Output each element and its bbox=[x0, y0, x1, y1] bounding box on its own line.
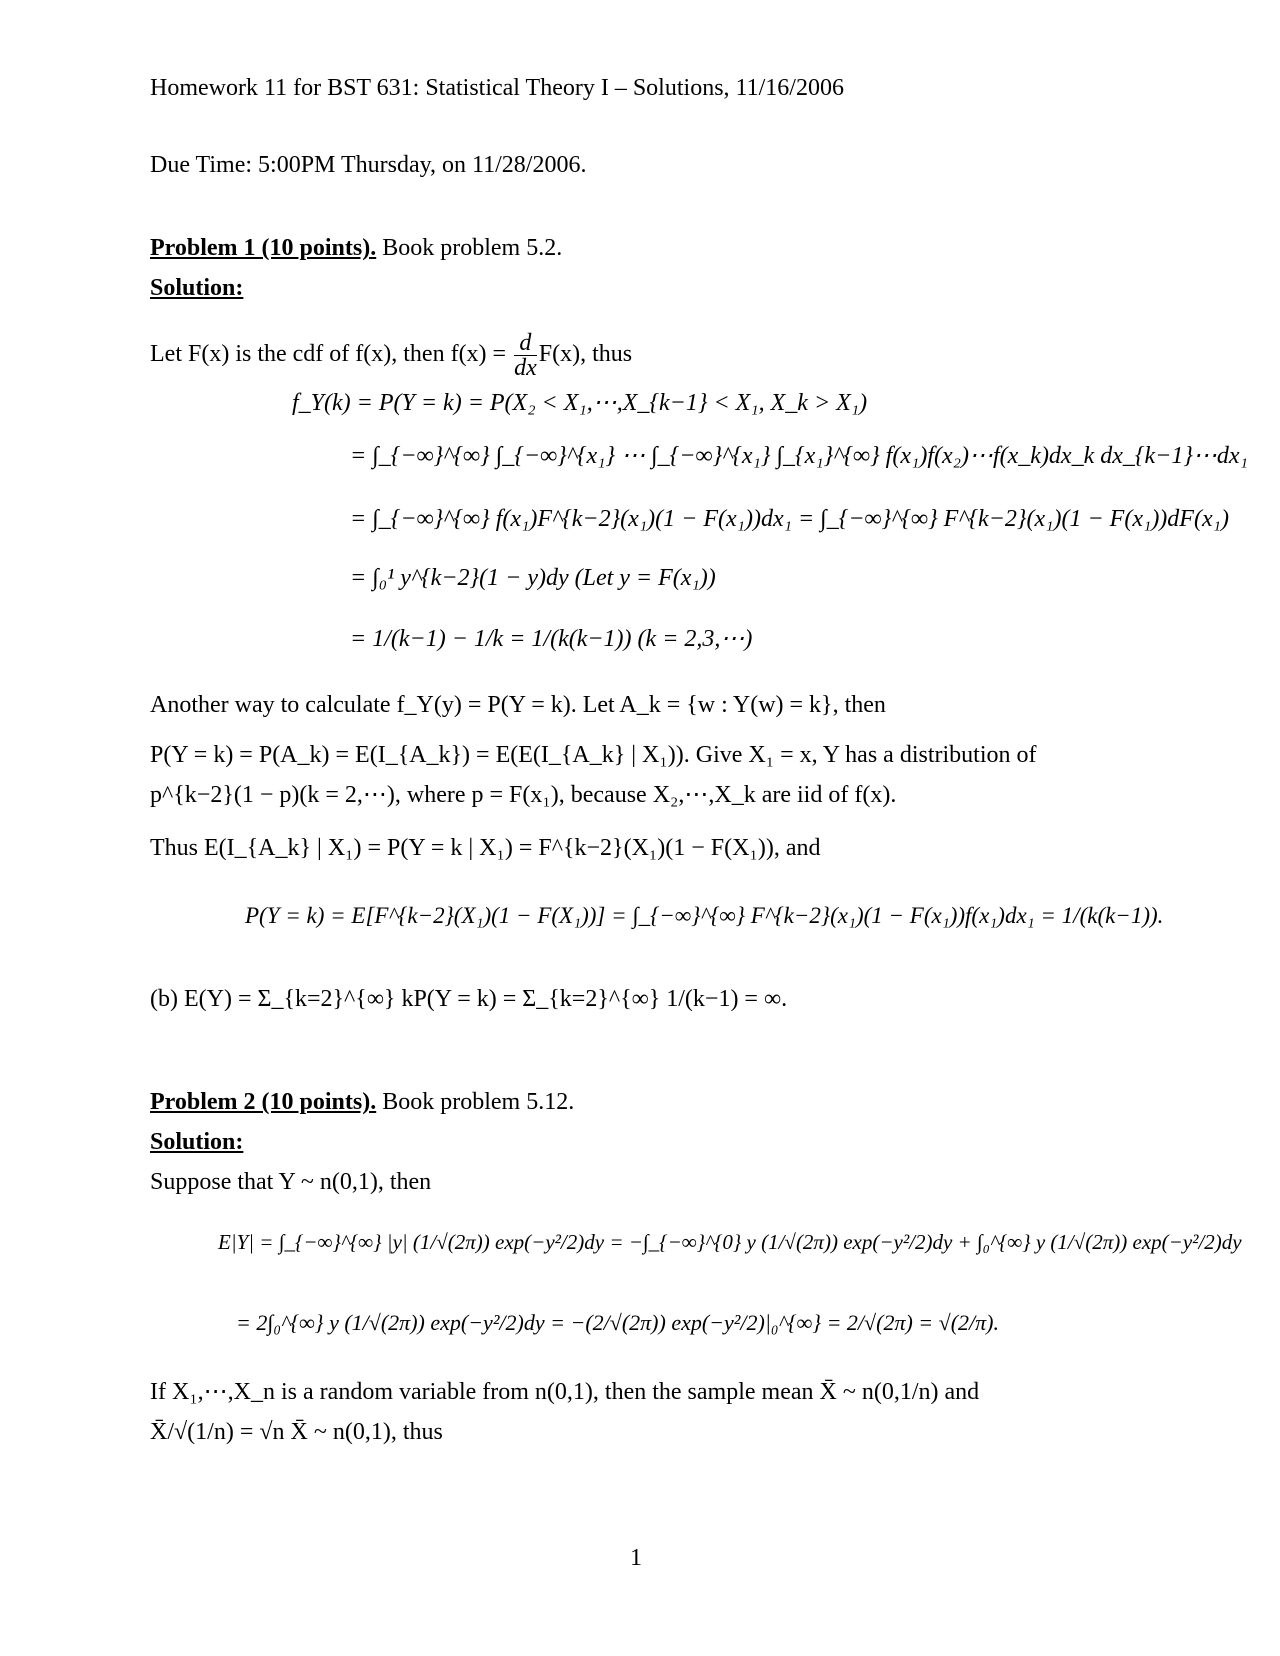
derivative-numerator: d bbox=[514, 331, 537, 356]
problem2-intro: Suppose that Y ~ n(0,1), then bbox=[150, 1169, 432, 1195]
problem1-intro-text: Let F(x) is the cdf of f(x), then f(x) = bbox=[150, 341, 513, 368]
distribution-line: p^{k−2}(1 − p)(k = 2,⋯), where p = F(x₁), because X₂,⋯,X_k are iid of f(x). bbox=[150, 782, 897, 808]
problem1-header bbox=[150, 236, 562, 260]
problem1-heading: Problem 1 (10 points). bbox=[150, 235, 377, 261]
main-result-equation: P(Y = k) = E[F^{k−2}(X₁)(1 − F(X₁))] = ∫_{−∞}^{∞} F^{k−2}(x₁)(1 − F(x₁))f(x₁)dx₁ = 1/(k(k−1)). bbox=[245, 903, 1164, 928]
problem2-header bbox=[150, 1090, 574, 1114]
derivation-line-2: = ∫_{−∞}^{∞} ∫_{−∞}^{x₁} ⋯ ∫_{−∞}^{x₁} ∫_{x₁}^{∞} f(x₁)f(x₂)⋯f(x_k)dx_k dx_{k−1}⋯dx₁ bbox=[350, 443, 1248, 469]
derivation-line-3: = ∫_{−∞}^{∞} f(x₁)F^{k−2}(x₁)(1 − F(x₁))dx₁ = ∫_{−∞}^{∞} F^{k−2}(x₁)(1 − F(x₁))dF(x₁) bbox=[350, 506, 1229, 532]
problem1-solution-label: Solution: bbox=[150, 275, 244, 301]
problem1-reference: Book problem 5.2. bbox=[376, 235, 563, 261]
problem1-intro-tail: F(x), thus bbox=[538, 341, 633, 368]
derivation-line-1: f_Y(k) = P(Y = k) = P(X₂ < X₁,⋯,X_{k−1} < X₁, X_k > X₁) bbox=[292, 390, 868, 416]
problem2-heading: Problem 2 (10 points). bbox=[150, 1089, 377, 1115]
standardized-mean-line: X̄/√(1/n) = √n X̄ ~ n(0,1), thus bbox=[150, 1419, 443, 1445]
document-title: Homework 11 for BST 631: Statistical Theory I – Solutions, 11/16/2006 bbox=[150, 75, 844, 101]
problem2-solution-label: Solution: bbox=[150, 1129, 244, 1155]
page-number: 1 bbox=[630, 1545, 642, 1571]
derivation-line-5: = 1/(k−1) − 1/k = 1/(k(k−1)) (k = 2,3,⋯) bbox=[350, 626, 753, 652]
conditional-expectation-line: P(Y = k) = P(A_k) = E(I_{A_k}) = E(E(I_{A_k} | X₁)). Give X₁ = x, Y has a distribution of bbox=[150, 742, 1037, 768]
derivation-line-4: = ∫₀¹ y^{k−2}(1 − y)dy (Let y = F(x₁)) bbox=[350, 565, 716, 591]
derivative-fraction bbox=[514, 331, 537, 380]
problem2-reference: Book problem 5.12. bbox=[376, 1089, 575, 1115]
problem1-intro bbox=[150, 331, 632, 380]
sample-mean-paragraph: If X₁,⋯,X_n is a random variable from n(0,1), then the sample mean X̄ ~ n(0,1/n) and bbox=[150, 1379, 980, 1405]
due-date: Due Time: 5:00PM Thursday, on 11/28/2006. bbox=[150, 152, 587, 178]
thus-line: Thus E(I_{A_k} | X₁) = P(Y = k | X₁) = F^{k−2}(X₁)(1 − F(X₁)), and bbox=[150, 835, 821, 861]
derivative-denominator: dx bbox=[514, 355, 537, 381]
absolute-expectation-line-2: = 2∫₀^{∞} y (1/√(2π)) exp(−y²/2)dy = −(2/√(2π)) exp(−y²/2)|₀^{∞} = 2/√(2π) = √(2/π). bbox=[236, 1310, 999, 1335]
alternative-method-paragraph: Another way to calculate f_Y(y) = P(Y = k). Let A_k = {w : Y(w) = k}, then bbox=[150, 692, 886, 718]
part-b-expectation: (b) E(Y) = Σ_{k=2}^{∞} kP(Y = k) = Σ_{k=2}^{∞} 1/(k−1) = ∞. bbox=[150, 986, 788, 1012]
absolute-expectation-line-1: E|Y| = ∫_{−∞}^{∞} |y| (1/√(2π)) exp(−y²/2)dy = −∫_{−∞}^{0} y (1/√(2π)) exp(−y²/2)dy + ∫₀^{∞} y (1/√(2π)) exp(−y²/2)dy bbox=[218, 1230, 1242, 1254]
